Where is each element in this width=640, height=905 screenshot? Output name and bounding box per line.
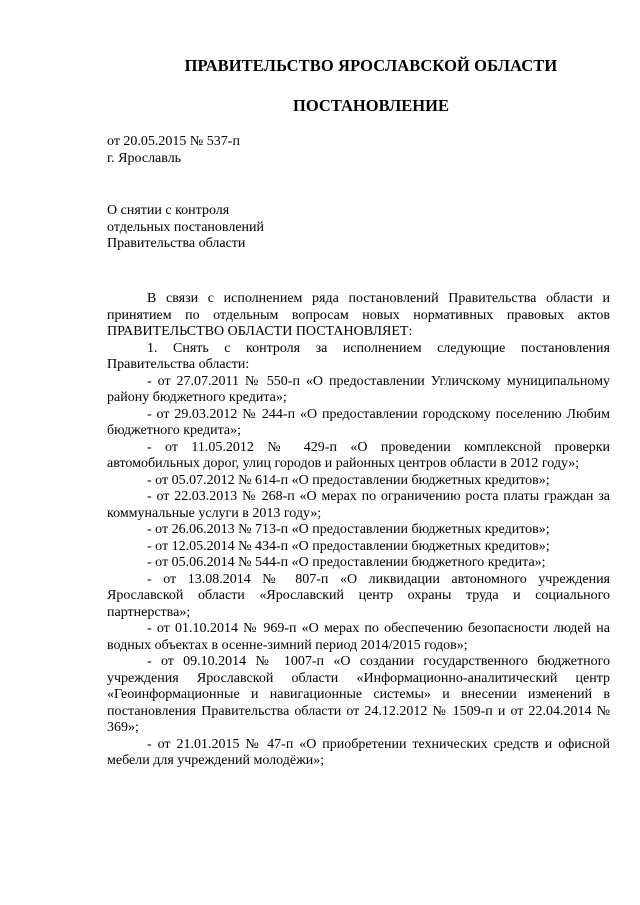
subject-line: отдельных постановлений bbox=[107, 219, 265, 235]
list-item: - от 12.05.2014 № 434-п «О предоставлении бюджетных кредитов»; bbox=[147, 538, 550, 554]
subject-line: Правительства области bbox=[107, 236, 246, 251]
date-number: от 20.05.2015 № 537-п bbox=[107, 134, 240, 149]
list-item: - от 21.01.2015 № 47-п «О приобретении технических средств и офисной мебели для учреждений молодёжи»; bbox=[107, 736, 610, 768]
city: г. Ярославль bbox=[107, 151, 182, 166]
list-item: - от 26.06.2013 № 713-п «О предоставлении бюджетных кредитов»; bbox=[147, 522, 550, 537]
organization-title: ПРАВИТЕЛЬСТВО ЯРОСЛАВСКОЙ ОБЛАСТИ bbox=[184, 56, 558, 75]
preamble-paragraph: В связи с исполнением ряда постановлений Правительства области и принятием по отдельным вопросам новых нормативных правовых актов ПРАВИТЕЛЬСТВО ОБЛАСТИ ПОСТАНОВЛЯЕТ: bbox=[107, 291, 610, 339]
document-meta bbox=[107, 133, 240, 167]
list-item: - от 05.07.2012 № 614-п «О предоставлении бюджетных кредитов»; bbox=[147, 472, 550, 488]
document-type-title: ПОСТАНОВЛЕНИЕ bbox=[293, 96, 449, 115]
list-item: - от 05.06.2014 № 544-п «О предоставлении бюджетного кредита»; bbox=[147, 555, 546, 570]
subject-line: О снятии с контроля bbox=[107, 203, 230, 218]
list-item: - от 11.05.2012 № 429-п «О проведении комплексной проверки автомобильных дорог, улиц городов и районных центров области в 2012 году»; bbox=[107, 439, 610, 471]
list-item: - от 13.08.2014 № 807-п «О ликвидации автономного учреждения Ярославской области «Ярославский центр охраны труда и социального партнерства»; bbox=[107, 571, 610, 620]
document-body bbox=[107, 291, 610, 770]
list-item: - от 27.07.2011 № 550-п «О предоставлении Угличскому муниципальному району бюджетного кредита»; bbox=[107, 373, 610, 405]
list-item: - от 01.10.2014 № 969-п «О мерах по обеспечению безопасности людей на водных объектах в осенне-зимний период 2014/2015 годов»; bbox=[107, 621, 610, 653]
list-item: - от 22.03.2013 № 268-п «О мерах по ограничению роста платы граждан за коммунальные услуги в 2013 году»; bbox=[107, 489, 610, 521]
document-subject bbox=[107, 203, 264, 253]
list-item: - от 09.10.2014 № 1007-п «О создании государственного бюджетного учреждения Ярославской области «Информационно-аналитический центр «Геоинформационные и навигационные системы» и внесении изменений в постановления Правительства области от 24.12.2012 № 1509-п и от 22.04.2014 № 369»; bbox=[107, 654, 610, 735]
list-item: - от 29.03.2012 № 244-п «О предоставлении городскому поселению Любим бюджетного кредита»; bbox=[107, 406, 610, 438]
item-1-paragraph: 1. Снять с контроля за исполнением следующие постановления Правительства области: bbox=[107, 340, 610, 372]
